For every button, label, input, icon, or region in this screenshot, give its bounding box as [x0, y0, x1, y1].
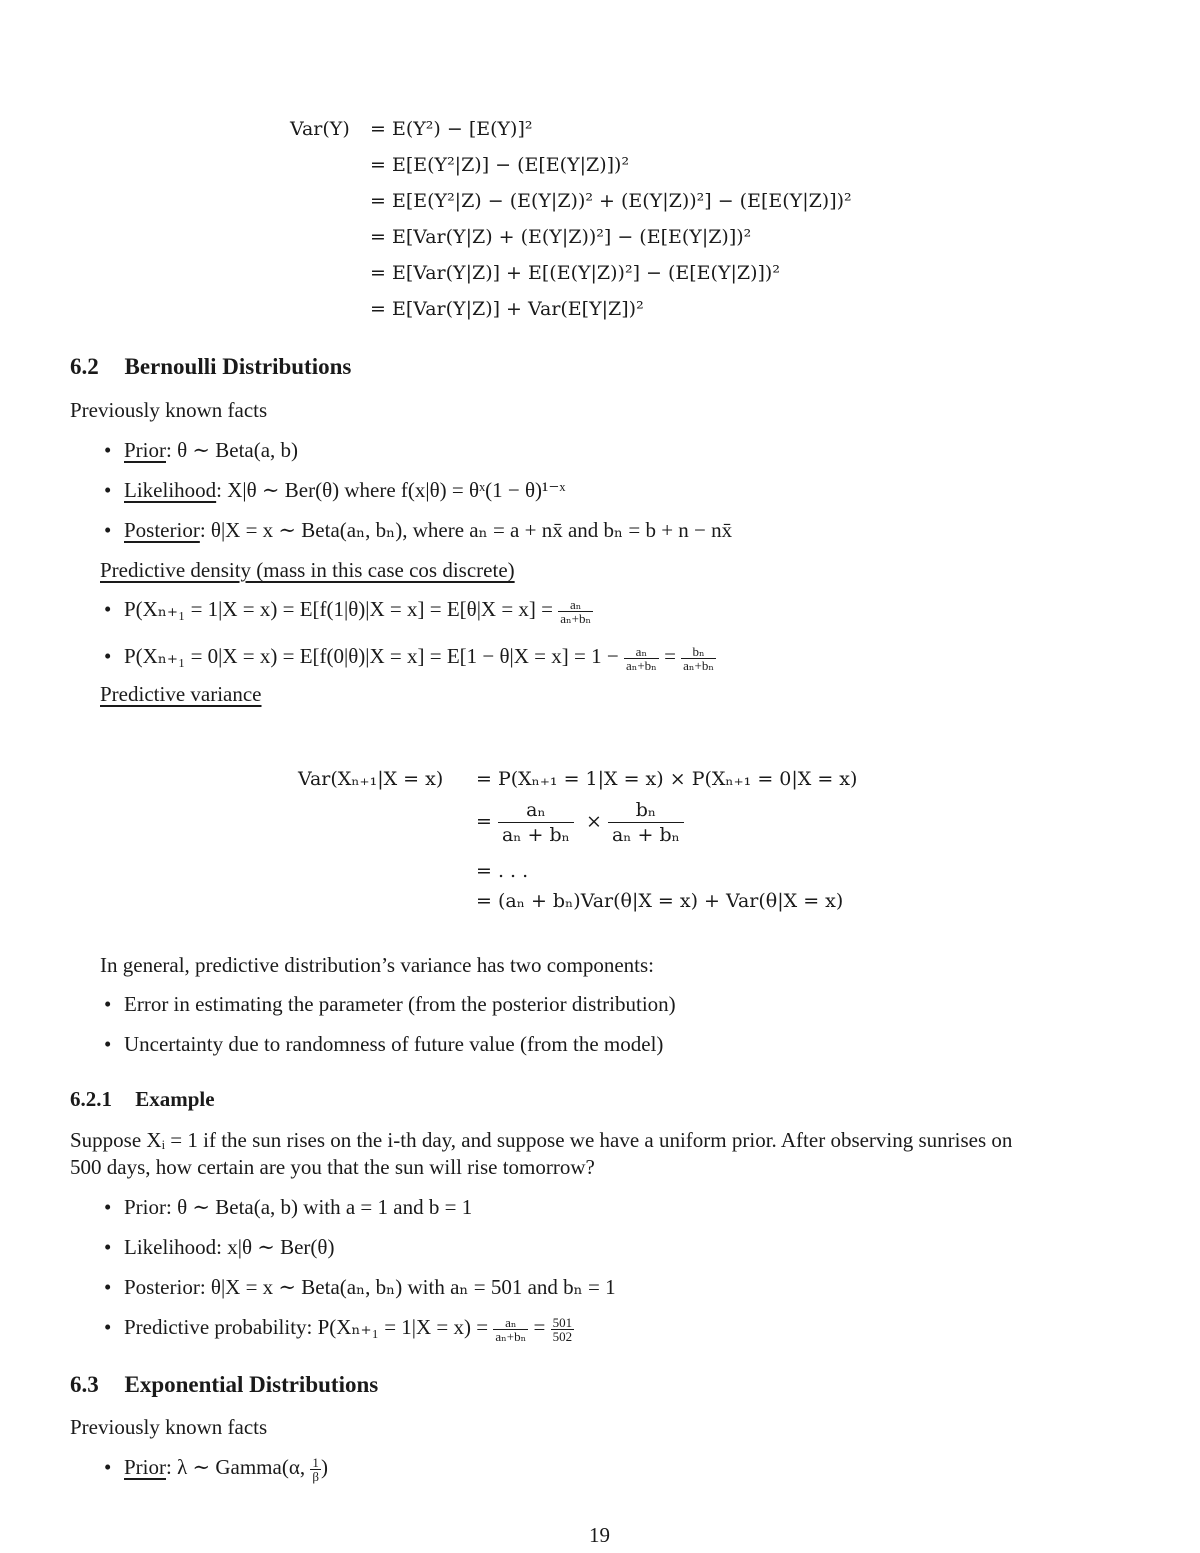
intro-text: Previously known facts [70, 1415, 268, 1439]
page-number: 19 [589, 1523, 610, 1547]
section-title: Exponential Distributions [124, 1372, 379, 1397]
fact-prior [124, 1454, 328, 1483]
pred-var-line: = P(Xₙ₊₁ = 1|X = x) × P(Xₙ₊₁ = 0|X = x) [476, 768, 858, 790]
fraction: $\frac{\text{bₙ}}{\text{aₙ+bₙ}}$ [683, 643, 715, 673]
fact-text: : X|θ ∼ Ber(θ) where f(x|θ) = θˣ(1 − θ)¹⁻ˣ [216, 478, 566, 502]
section-heading-6-2 [70, 354, 351, 380]
pred-var-line: = (aₙ + bₙ)Var(θ|X = x) + Var(θ|X = x) [476, 890, 844, 912]
predictive-density-heading: Predictive density (mass in this case cos discrete) [100, 558, 515, 582]
fraction: $\frac{1}{\beta}$ [312, 1454, 319, 1484]
predictive-item-2: • P(Xₙ₊₁ = 0|X = x) = E[f(0|θ)|X = x] = E[1 − θ|X = x] = 1 − $\frac{\text{aₙ}}{\text{aₙ+bₙ}}$ = $\frac{\text{bₙ}}{\text{aₙ+bₙ}}$ [124, 643, 716, 672]
predictive-item-1 [124, 596, 593, 625]
fact-text: ) [320, 1455, 328, 1479]
pred-var-line: = . . . [476, 860, 529, 882]
example-item: • Likelihood: x|θ ∼ Ber(θ) [124, 1234, 334, 1260]
fraction: $\frac{\text{aₙ}}{\text{aₙ + bₙ}}$ [498, 798, 574, 847]
fact-posterior [124, 517, 732, 543]
example-paragraph-line: Suppose Xᵢ = 1 if the sun rises on the i-th day, and suppose we have a uniform prior. After observing sunrises on [70, 1128, 1013, 1152]
predictive-text: Predictive probability: P(Xₙ₊₁ = 1|X = x) = [124, 1315, 489, 1339]
example-paragraph-line: 500 days, how certain are you that the sun will rise tomorrow? [70, 1155, 595, 1179]
fact-label: Prior [124, 1455, 166, 1479]
fact-text: : θ|X = x ∼ Beta(aₙ, bₙ), where aₙ = a + nx̄ and bₙ = b + n − nx̄ [199, 518, 733, 542]
pred-var-lhs: Var(Xₙ₊₁|X = x) [298, 768, 444, 790]
section-number: 6.2 [70, 354, 99, 379]
fact-prior [124, 437, 298, 463]
predictive-variance-heading: Predictive variance [100, 682, 262, 706]
fact-label: Prior [124, 438, 166, 462]
example-item: • Prior: θ ∼ Beta(a, b) with a = 1 and b = 1 [124, 1194, 472, 1220]
pred-var-line: = $\frac{\text{aₙ}}{\text{aₙ + bₙ}}$ × $\frac{\text{bₙ}}{\text{aₙ + bₙ}}$ [476, 798, 684, 847]
fact-label: Likelihood [124, 478, 217, 502]
derivation-line: = E[E(Y²|Z)] − (E[E(Y|Z)])² [370, 154, 630, 176]
section-title: Example [135, 1087, 215, 1111]
example-item-predictive: • Predictive probability: P(Xₙ₊₁ = 1|X = x) = $\frac{\text{aₙ}}{\text{aₙ+bₙ}}$ = $\frac{501}{502}$ [124, 1314, 574, 1343]
fact-text: : θ ∼ Beta(a, b) [166, 438, 299, 462]
predictive-text: P(Xₙ₊₁ = 1|X = x) = E[f(1|θ)|X = x] = E[θ|X = x] = [124, 597, 554, 621]
example-item: • Posterior: θ|X = x ∼ Beta(aₙ, bₙ) with aₙ = 501 and bₙ = 1 [124, 1274, 616, 1300]
predictive-variance-equation [298, 768, 938, 918]
derivation-line: = E[Var(Y|Z) + (E(Y|Z))²] − (E[E(Y|Z)])² [370, 226, 752, 248]
predictive-text: P(Xₙ₊₁ = 0|X = x) = E[f(0|θ)|X = x] = E[1 − θ|X = x] = 1 − [124, 644, 619, 668]
section-title: Bernoulli Distributions [124, 354, 352, 379]
section-number: 6.3 [70, 1372, 99, 1397]
derivation-lhs: Var(Y) [290, 118, 350, 140]
component-item: • Uncertainty due to randomness of future value (from the model) [124, 1031, 663, 1057]
fraction: $\frac{\text{aₙ}}{\text{aₙ+bₙ}}$ [625, 643, 657, 673]
derivation-line: = E[Var(Y|Z)] + E[(E(Y|Z))²] − (E[E(Y|Z)])² [370, 262, 780, 284]
derivation-line: = E[E(Y²|Z) − (E(Y|Z))² + (E(Y|Z))²] − (E[E(Y|Z)])² [370, 190, 852, 212]
general-text: In general, predictive distribution’s variance has two components: [100, 953, 655, 977]
fact-label: Posterior [124, 518, 200, 542]
section-heading-6-2-1 [70, 1087, 215, 1112]
component-item: • Error in estimating the parameter (from the posterior distribution) [124, 991, 676, 1017]
derivation-line: = E[Var(Y|Z)] + Var(E[Y|Z])² [370, 298, 644, 320]
section-heading-6-3 [70, 1372, 378, 1398]
fact-likelihood [124, 477, 566, 503]
intro-text: Previously known facts [70, 398, 268, 422]
section-number: 6.2.1 [70, 1087, 112, 1111]
fraction: $\frac{501}{502}$ [552, 1314, 573, 1344]
fraction: $\frac{\text{aₙ}}{\text{aₙ+bₙ}}$ [560, 596, 592, 626]
fraction: $\frac{\text{aₙ}}{\text{aₙ+bₙ}}$ [495, 1314, 527, 1344]
fact-text: : λ ∼ Gamma(α, [166, 1455, 306, 1479]
derivation-line: = E(Y²) − [E(Y)]² [370, 118, 533, 140]
fraction: $\frac{\text{bₙ}}{\text{aₙ + bₙ}}$ [608, 798, 684, 847]
